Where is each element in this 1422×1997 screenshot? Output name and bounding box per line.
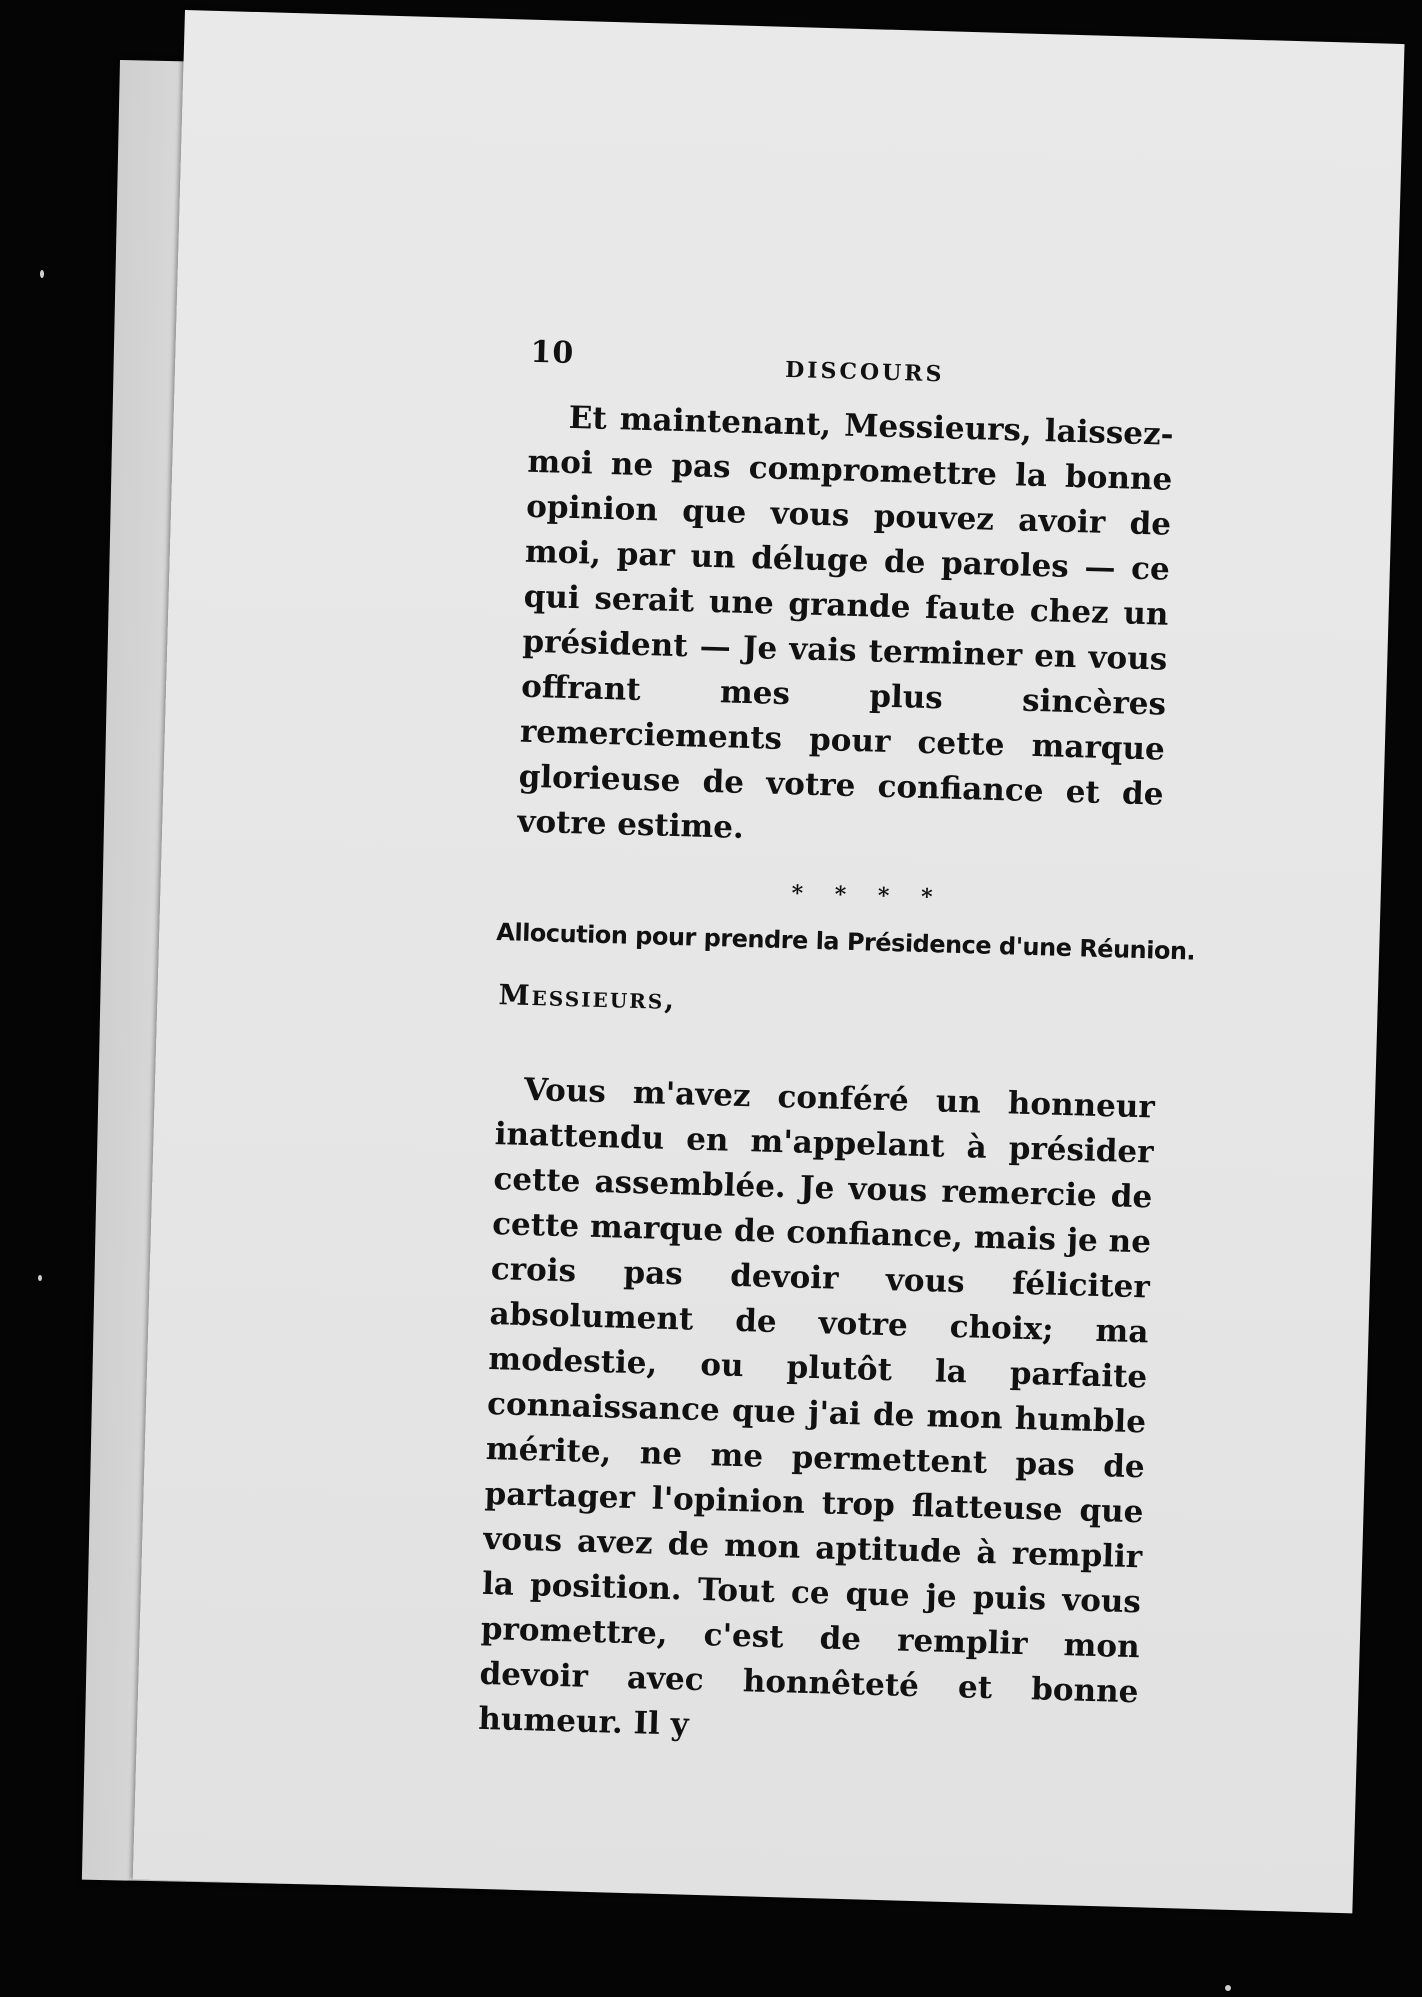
scan-speck	[40, 270, 44, 278]
paragraph-allocution: Vous m'avez conféré un honneur inattendu en m'appelant à présider cette assemblée. Je vous remercie de cette marque de confiance, mais je ne crois pas devoir vous féliciter absolument de votre choix; ma modestie, ou plutôt la parfaite connaissance que j'ai de mon humble mérite, ne me permettent pas de partager l'opinion trop flatteuse que vous avez de mon aptitude à remplir la position. Tout ce que je puis vous promettre, c'est de remplir mon devoir avec honnêteté et bonne humeur. Il y	[477, 1071, 1156, 1743]
paragraph-closing-remarks: Et maintenant, Messieurs, laissez-moi ne pas compromettre la bonne opinion que vous pouvez avoir de moi, par un déluge de paroles — ce qui serait une grande faute chez un président — Je vais terminer en vous offrant mes plus sincères remerciements pour cette marque glorieuse de votre confiance et de votre estime.	[516, 399, 1175, 846]
scan-speck	[38, 1275, 42, 1281]
running-head-title: DISCOURS	[784, 356, 945, 388]
salutation: Messieurs,	[498, 978, 677, 1017]
section-title: Allocution pour prendre la Présidence d'une Réunion.	[495, 918, 1196, 966]
page-content	[477, 334, 1196, 1760]
scan-speck	[1225, 1985, 1231, 1991]
page-number: 10	[530, 334, 575, 371]
section-ornament: * * * *	[791, 880, 945, 911]
book-page	[133, 10, 1405, 1913]
